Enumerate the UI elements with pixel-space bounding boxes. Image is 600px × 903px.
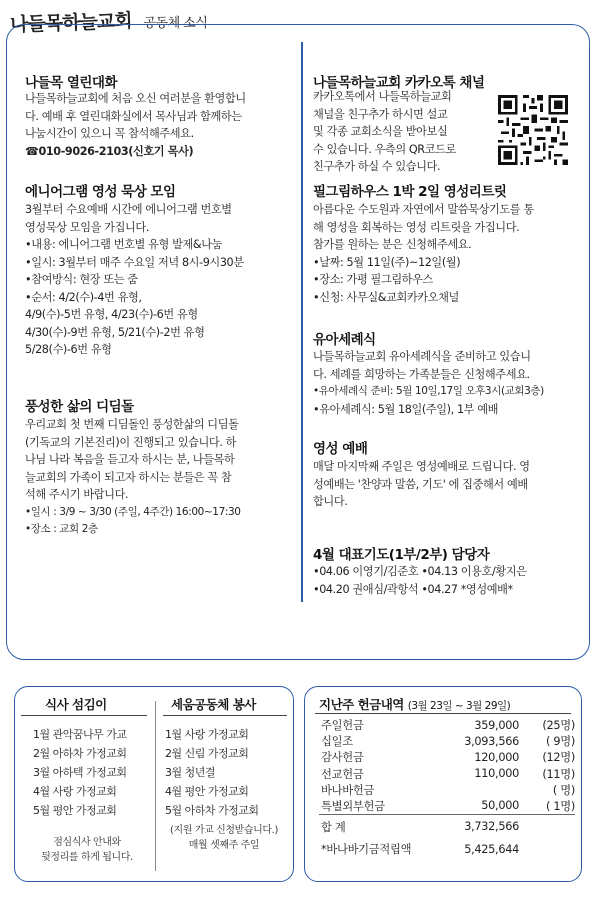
text-line: 4/9(수)-5번 유형, 4/23(수)-6번 유형 bbox=[25, 308, 198, 321]
text-line: 친구추가 하실 수 있습니다. bbox=[313, 160, 441, 173]
section-body bbox=[25, 201, 293, 359]
table-row bbox=[319, 733, 575, 749]
row-label: 십일조 bbox=[321, 735, 353, 749]
text-line: 석해 주시기 바랍니다. bbox=[25, 488, 129, 501]
service-note bbox=[157, 823, 291, 853]
service-list bbox=[165, 725, 259, 820]
section-body bbox=[25, 416, 293, 539]
volunteer-box bbox=[14, 686, 294, 882]
church-logo: 나들목하늘교회 bbox=[9, 9, 132, 36]
text-line: 수 있습니다. 우측의 QR코드로 bbox=[313, 142, 456, 156]
text-line: •신청: 사무실&교회카카오채널 bbox=[313, 290, 459, 304]
note-line: 매월 셋째주 주일 bbox=[188, 840, 260, 851]
text-line: •일시 : 3/9 ~ 3/30 (주일, 4주간) 16:00~17:30 bbox=[25, 505, 241, 518]
text-line: 나들목하늘교회에 처음 오신 여러분을 환영합니 bbox=[25, 92, 246, 105]
text-line: 영성묵상 모임을 가집니다. bbox=[25, 220, 149, 234]
text-line: •유아세례식: 5월 18일(주일), 1부 예배 bbox=[313, 402, 499, 416]
list-item: 1월 사랑 가정교회 bbox=[165, 728, 249, 741]
text-line: •참여방식: 현장 또는 줌 bbox=[25, 273, 138, 286]
section-body bbox=[313, 563, 579, 598]
meal-note bbox=[23, 835, 151, 865]
text-line: •04.06 이영기/김준호 •04.13 이용호/황지은 bbox=[313, 565, 527, 578]
section-body bbox=[313, 201, 579, 306]
text-line: 아름다운 수도원과 자연에서 말씀묵상기도를 통 bbox=[313, 203, 534, 216]
list-item: 4월 사랑 가정교회 bbox=[33, 785, 117, 798]
row-count: (25명) bbox=[542, 719, 575, 733]
text-line: 5/28(수)-6번 유형 bbox=[25, 343, 112, 356]
service-title: 세움공동체 봉사 bbox=[171, 697, 256, 712]
section-title: 에니어그램 영성 묵상 모임 bbox=[25, 184, 176, 200]
text-line: 카카오톡에서 나들목하늘교회 bbox=[313, 90, 452, 103]
list-item: 2월 아하차 가정교회 bbox=[33, 747, 127, 760]
section-title: 나들목하늘교회 카카오톡 채널 bbox=[313, 75, 485, 91]
row-amount bbox=[439, 782, 519, 798]
table-row bbox=[319, 717, 575, 733]
kakao-qr-code-icon[interactable] bbox=[498, 95, 568, 165]
meal-list bbox=[33, 725, 127, 820]
row-count: ( 9명) bbox=[545, 735, 575, 749]
row-label: 주일헌금 bbox=[321, 719, 364, 733]
list-item: 2월 신림 가정교회 bbox=[165, 747, 249, 760]
header-subtitle: 공동체 소식 bbox=[143, 15, 208, 31]
text-line: 4/30(수)-9번 유형, 5/21(수)-2번 유형 bbox=[25, 325, 205, 339]
title-underline bbox=[21, 715, 147, 716]
text-line: 채널을 친구추가 하시면 설교 bbox=[313, 107, 448, 121]
text-line: 참가를 원하는 분은 신청해주세요. bbox=[313, 238, 472, 251]
title-underline bbox=[315, 713, 571, 714]
list-item: 1월 관악꿈나무 가교 bbox=[33, 728, 127, 741]
row-count: (11명) bbox=[542, 767, 575, 781]
table-row bbox=[319, 749, 575, 765]
total-row bbox=[319, 814, 575, 835]
section-title: 나들목 열린대화 bbox=[25, 75, 117, 91]
text-line: 나님 나라 복음을 듣고자 하시는 분, 나들목하 bbox=[25, 453, 235, 466]
row-amount: 3,093,566 bbox=[464, 734, 519, 748]
note-line: 점심식사 안내와 bbox=[53, 837, 121, 848]
column-divider bbox=[301, 42, 303, 602]
text-line: 다. 예배 후 열린대화실에서 목사님과 함께하는 bbox=[25, 109, 242, 123]
offering-title bbox=[319, 695, 510, 713]
box-divider bbox=[155, 701, 156, 871]
text-line: •유아세례식 준비: 5월 10일,17일 오후3시(교회3층) bbox=[313, 385, 544, 397]
section-title: 필그림하우스 1박 2일 영성리트릿 bbox=[313, 184, 507, 200]
total-amount: 3,732,566 bbox=[439, 814, 519, 835]
list-item: 3월 청년결 bbox=[165, 766, 215, 779]
row-amount: 50,000 bbox=[481, 799, 519, 813]
offering-period: (3월 23일 ~ 3월 29일) bbox=[407, 700, 511, 712]
fund-label: *바나바기금적립액 bbox=[321, 843, 412, 857]
text-line: •내용: 에니어그램 번호별 유형 발제&나눔 bbox=[25, 238, 223, 251]
row-count: (12명) bbox=[542, 751, 575, 765]
note-line: 뒷정리를 하게 됩니다. bbox=[41, 852, 133, 863]
section-title: 풍성한 삶의 디딤돌 bbox=[25, 399, 134, 415]
text-line: 해 영성을 회복하는 영성 리트릿을 가집니다. bbox=[313, 220, 520, 234]
text-line: 3월부터 수요예배 시간에 에니어그램 번호별 bbox=[25, 203, 232, 216]
offering-table bbox=[319, 717, 575, 857]
meal-title: 식사 섬김이 bbox=[45, 697, 107, 712]
fund-row bbox=[319, 841, 575, 857]
list-item: 3월 아하텍 가정교회 bbox=[33, 766, 127, 779]
text-line: 나눔시간이 있으니 꼭 참석해주세요. bbox=[25, 127, 194, 140]
text-line: 및 각종 교회소식을 받아보실 bbox=[313, 125, 448, 138]
text-line: 다. 세례를 희망하는 가족분들은 신청해주세요. bbox=[313, 367, 530, 381]
section-body bbox=[25, 90, 293, 160]
fund-amount: 5,425,644 bbox=[464, 842, 519, 856]
text-line: (기독교의 기본진리)이 진행되고 있습니다. 하 bbox=[25, 435, 237, 449]
text-line: •일시: 3월부터 매주 수요일 저녁 8시-9시30분 bbox=[25, 255, 244, 269]
section-title: 영성 예배 bbox=[313, 441, 368, 457]
text-line: 우리교회 첫 번째 디딤돌인 풍성한삶의 디딤돌 bbox=[25, 418, 239, 431]
row-label: 특별외부헌금 bbox=[321, 799, 385, 813]
text-line: •장소: 가평 필그림하우스 bbox=[313, 273, 433, 286]
section-title: 유아세례식 bbox=[313, 332, 376, 348]
section-body bbox=[313, 458, 579, 511]
row-amount: 359,000 bbox=[474, 718, 519, 732]
text-line: 매달 마지막째 주일은 영성예배로 드립니다. 영 bbox=[313, 460, 530, 473]
row-count: ( 1명) bbox=[545, 799, 575, 813]
section-title: 4월 대표기도(1부/2부) 담당자 bbox=[313, 547, 490, 563]
note-line: (지원 가교 신청받습니다.) bbox=[170, 825, 278, 836]
section-body bbox=[313, 348, 579, 418]
row-label: 선교헌금 bbox=[321, 767, 364, 781]
row-label: 바나바헌금 bbox=[321, 783, 375, 797]
list-item: 4월 평안 가정교회 bbox=[165, 785, 249, 798]
pastor-phone: ☎010-9026-2103(신호기 목사) bbox=[25, 144, 194, 158]
text-line: 합니다. bbox=[313, 495, 348, 508]
text-line: •날짜: 5월 11일(주)~12일(월) bbox=[313, 255, 461, 269]
section-body bbox=[313, 88, 493, 176]
text-line: 나들목하늘교회 유아세례식을 준비하고 있습니 bbox=[313, 350, 531, 363]
list-item: 5월 아하차 가정교회 bbox=[165, 804, 259, 817]
row-amount: 120,000 bbox=[474, 750, 519, 764]
row-count: ( 명) bbox=[552, 783, 575, 797]
text-line: •장소 : 교회 2층 bbox=[25, 523, 98, 535]
text-line: 성예배는 '찬양과 말씀, 기도' 에 집중해서 예배 bbox=[313, 477, 528, 491]
total-label: 합 계 bbox=[319, 814, 439, 835]
table-row bbox=[319, 782, 575, 798]
row-amount: 110,000 bbox=[474, 767, 519, 781]
text-line: •순서: 4/2(수)-4번 유형, bbox=[25, 290, 142, 304]
offering-title-text: 지난주 헌금내역 bbox=[319, 697, 404, 712]
text-line: 늘교회의 가족이 되고자 하시는 분들은 꼭 참 bbox=[25, 470, 232, 484]
table-row bbox=[319, 766, 575, 782]
text-line: •04.20 권애심/곽항석 •04.27 *영성예배* bbox=[313, 582, 513, 596]
offering-box bbox=[304, 686, 582, 882]
list-item: 5월 평안 가정교회 bbox=[33, 804, 117, 817]
row-label: 감사헌금 bbox=[321, 751, 364, 765]
title-underline bbox=[163, 715, 287, 716]
table-row bbox=[319, 798, 575, 815]
